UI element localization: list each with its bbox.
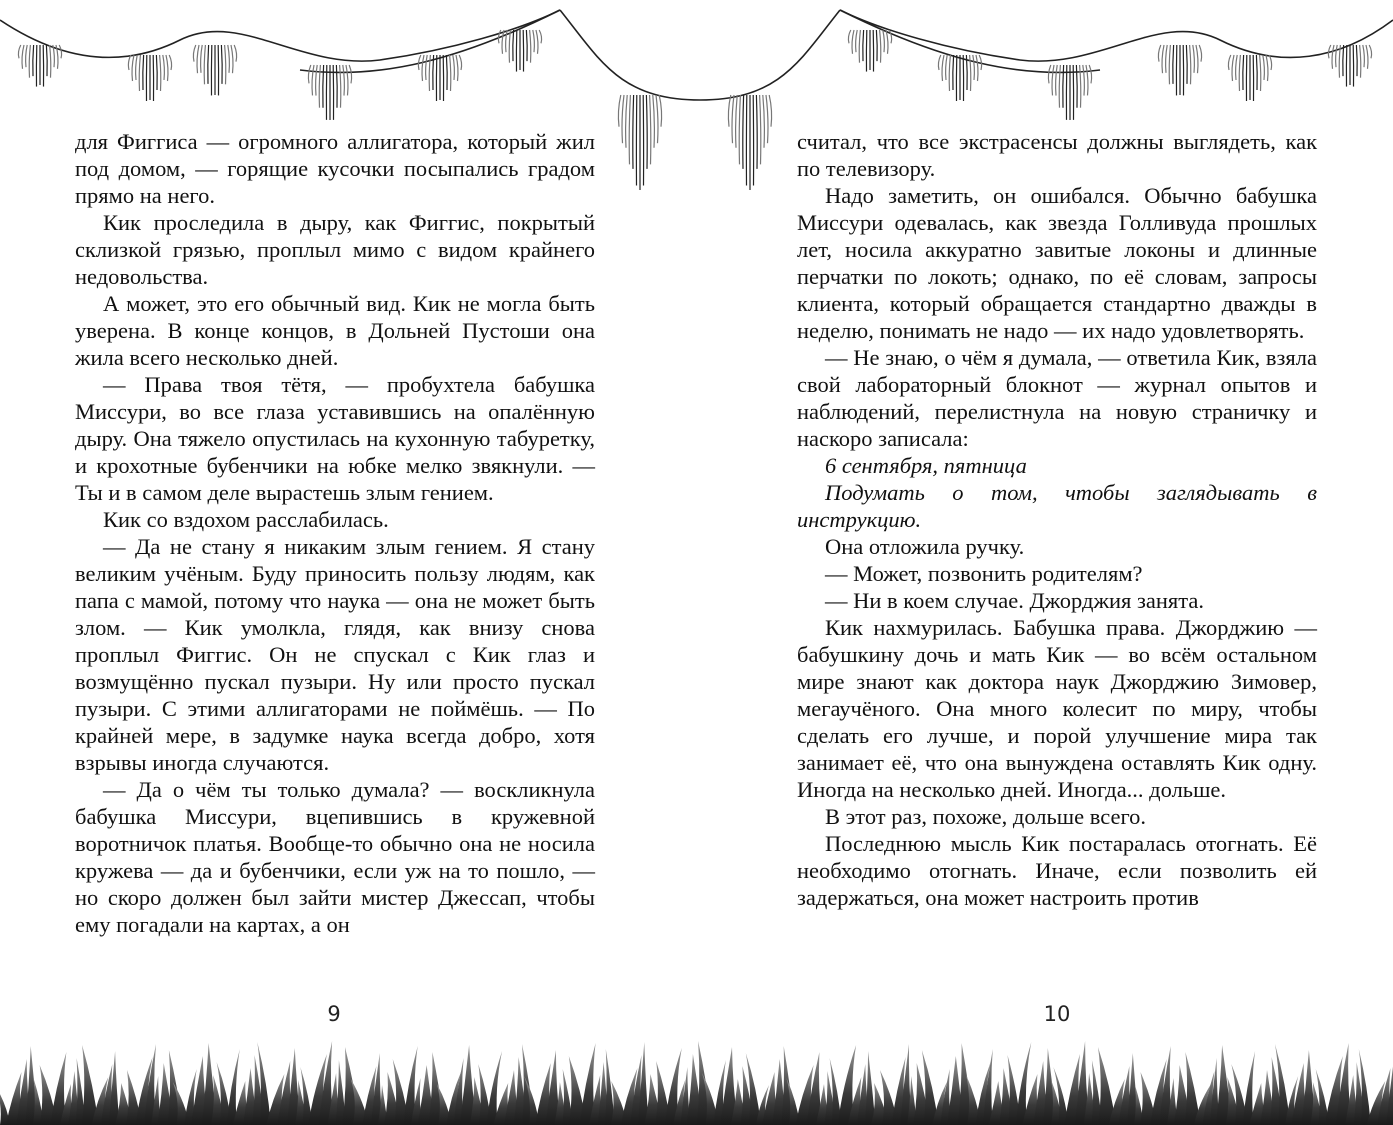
- paragraph: 6 сентября, пятница: [825, 453, 1027, 478]
- paragraph: для Фиггиса — огромного аллигатора, который жил под домом, — горящие кусочки посыпались градом прямо на него.: [75, 129, 595, 208]
- paragraph: считал, что все экстрасенсы должны выглядеть, как по телевизору.: [797, 129, 1317, 181]
- paragraph: В этот раз, похоже, дольше всего.: [825, 804, 1147, 829]
- grass-silhouette-icon: [0, 1035, 1393, 1125]
- paragraph: Подумать о том, чтобы заглядывать в инструкцию.: [797, 480, 1317, 532]
- paragraph: Она отложила ручку.: [825, 534, 1025, 559]
- paragraph: Кик нахмурилась. Бабушка права. Джорджию — бабушкину дочь и мать Кик — во всём остальном мире знают как доктора наук Джорджию Зимовер, мегаучёного. Она много колесит по миру, чтобы сделать его лучше, и порой улучшение мира так занимает её, что она вынуждена оставлять Кик одну. Иногда на несколько дней. Иногда... дольше.: [797, 615, 1317, 802]
- paragraph: — Может, позвонить родителям?: [825, 561, 1143, 586]
- paragraph: — Права твоя тётя, — пробухтела бабушка Миссури, во все глаза уставившись на опалённую дыру. Она тяжело опустилась на кухонную табуретку, и крохотные бубенчики на юбке мелко звякнули. — Ты и в самом деле вырастешь злым гением.: [75, 372, 595, 505]
- paragraph: Кик проследила в дыру, как Фиггис, покрытый склизкой грязью, проплыл мимо с видом крайнего недовольства.: [75, 210, 595, 289]
- page-number-right: 10: [1043, 1002, 1071, 1026]
- left-page-text: [75, 128, 595, 938]
- page-number-left: 9: [327, 1002, 341, 1026]
- paragraph: — Да не стану я никаким злым гением. Я стану великим учёным. Буду приносить пользу людям, как папа с мамой, потому что наука — она не может быть злом. — Кик умолкла, глядя, как внизу снова проплыл Фиггис. Он не спускал с Кик глаз и возмущённо пускал пузыри. Ну или просто пускал пузыри. С этими аллигаторами не поймёшь. — По крайней мере, в задумке наука всегда добро, хотя взрывы иногда случаются.: [75, 534, 595, 775]
- paragraph: — Не знаю, о чём я думала, — ответила Кик, взяла свой лабораторный блокнот — журнал опытов и наблюдений, перелистнула на новую страничку и наскоро записала:: [797, 345, 1317, 451]
- paragraph: — Ни в коем случае. Джорджия занята.: [825, 588, 1204, 613]
- paragraph: Последнюю мысль Кик постаралась отогнать. Её необходимо отогнать. Иначе, если позволить ей задержаться, она может настроить против: [797, 831, 1317, 910]
- paragraph: Надо заметить, он ошибался. Обычно бабушка Миссури одевалась, как звезда Голливуда прошлых лет, носила аккуратно завитые локоны и длинные перчатки по локоть; однако, по её словам, запросы клиента, который обращается стандартно дважды в неделю, понимать не надо — их надо удовлетворять.: [797, 183, 1317, 343]
- right-page-text: [797, 128, 1317, 911]
- paragraph: А может, это его обычный вид. Кик не могла быть уверена. В конце концов, в Дольней Пустоши она жила всего несколько дней.: [75, 291, 595, 370]
- paragraph: Кик со вздохом расслабилась.: [103, 507, 389, 532]
- paragraph: — Да о чём ты только думала? — воскликнула бабушка Миссури, вцепившись в кружевной воротничок платья. Вообще-то обычно она не носила кружева — да и бубенчики, если уж на то пошло, — но скоро должен был зайти мистер Джессап, чтобы ему погадали на картах, а он: [75, 777, 595, 937]
